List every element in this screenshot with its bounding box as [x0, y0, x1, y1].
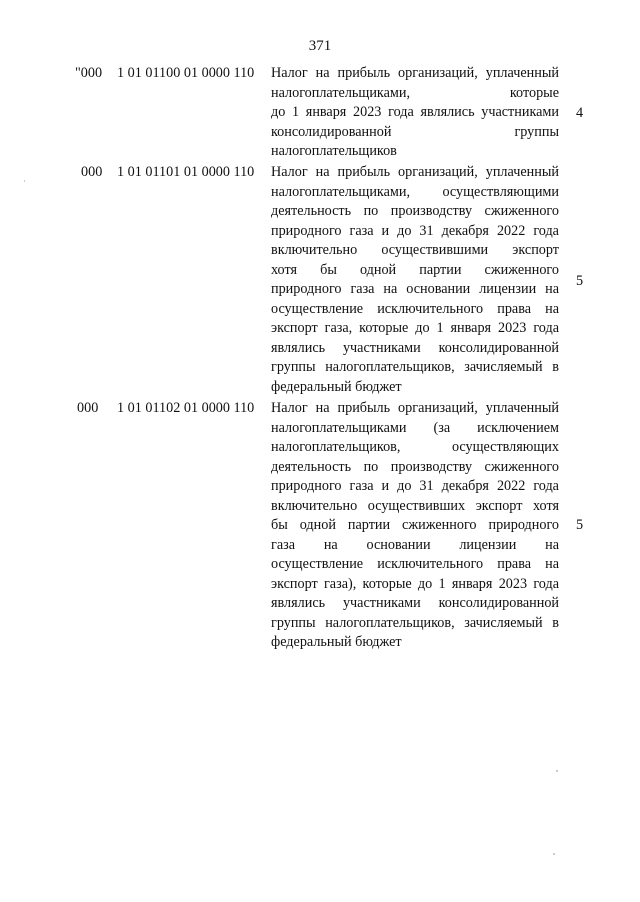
admin-code: 000	[77, 400, 99, 416]
admin-code: "000	[75, 65, 103, 81]
description-line: экспорт газа), которые до 1 января 2023 года	[271, 575, 559, 592]
description-line: до 1 января 2023 года являлись участниками	[271, 104, 559, 120]
scan-speck	[556, 770, 558, 772]
page-number: 371	[308, 38, 332, 54]
admin-code: 000	[81, 164, 103, 180]
description-line: налогоплательщиков, осуществляющих	[271, 439, 559, 455]
description-line: Налог на прибыль организаций, уплаченный	[271, 65, 559, 81]
budget-classification-code: 1 01 01102 01 0000 110	[117, 400, 255, 416]
description-line: экспорт газа, которые до 1 января 2023 года	[271, 320, 559, 336]
description-line: природного газа и до 31 декабря 2022 года	[271, 222, 559, 239]
description-line: являлись участниками консолидированной	[271, 339, 559, 356]
description-line: осуществление исключительного права на	[271, 300, 559, 317]
description-line: деятельность по производству сжиженного	[271, 203, 559, 219]
description-line: федеральный бюджет	[271, 378, 402, 395]
description-line: хотя бы одной партии сжиженного	[271, 261, 559, 278]
description-line: газа на основании лицензии на	[271, 536, 559, 553]
description-line: Налог на прибыль организаций, уплаченный	[271, 400, 559, 416]
description-line: Налог на прибыль организаций, уплаченный	[271, 164, 559, 180]
description-line: группы налогоплательщиков, зачисляемый в	[271, 614, 559, 631]
budget-classification-code: 1 01 01100 01 0000 110	[117, 65, 255, 81]
income-description	[271, 163, 559, 397]
scan-speck	[24, 180, 25, 182]
rate-value: 5	[576, 517, 584, 533]
description-line: налогоплательщиками, осуществляющими	[271, 183, 559, 200]
description-line: группы налогоплательщиков, зачисляемый в	[271, 359, 559, 375]
description-line: деятельность по производству сжиженного	[271, 458, 559, 475]
description-line: налогоплательщиками, которые	[271, 84, 559, 101]
rate-value: 4	[576, 105, 584, 121]
income-description	[271, 399, 559, 653]
income-description	[271, 64, 559, 162]
description-line: бы одной партии сжиженного природного	[271, 517, 559, 533]
description-line: налогоплательщиками (за исключением	[271, 419, 559, 436]
description-line: включительно осуществившими экспорт	[271, 242, 559, 258]
budget-classification-code: 1 01 01101 01 0000 110	[117, 164, 255, 180]
scan-speck	[553, 853, 555, 855]
description-line: федеральный бюджет	[271, 634, 402, 650]
description-line: осуществление исключительного права на	[271, 556, 559, 572]
description-line: природного газа и до 31 декабря 2022 года	[271, 478, 559, 494]
rate-value: 5	[576, 273, 584, 289]
description-line: природного газа на основании лицензии на	[271, 281, 559, 297]
description-line: налогоплательщиков	[271, 143, 397, 159]
description-line: включительно осуществивших экспорт хотя	[271, 497, 559, 514]
description-line: являлись участниками консолидированной	[271, 595, 559, 611]
description-line: консолидированной группы	[271, 123, 559, 140]
